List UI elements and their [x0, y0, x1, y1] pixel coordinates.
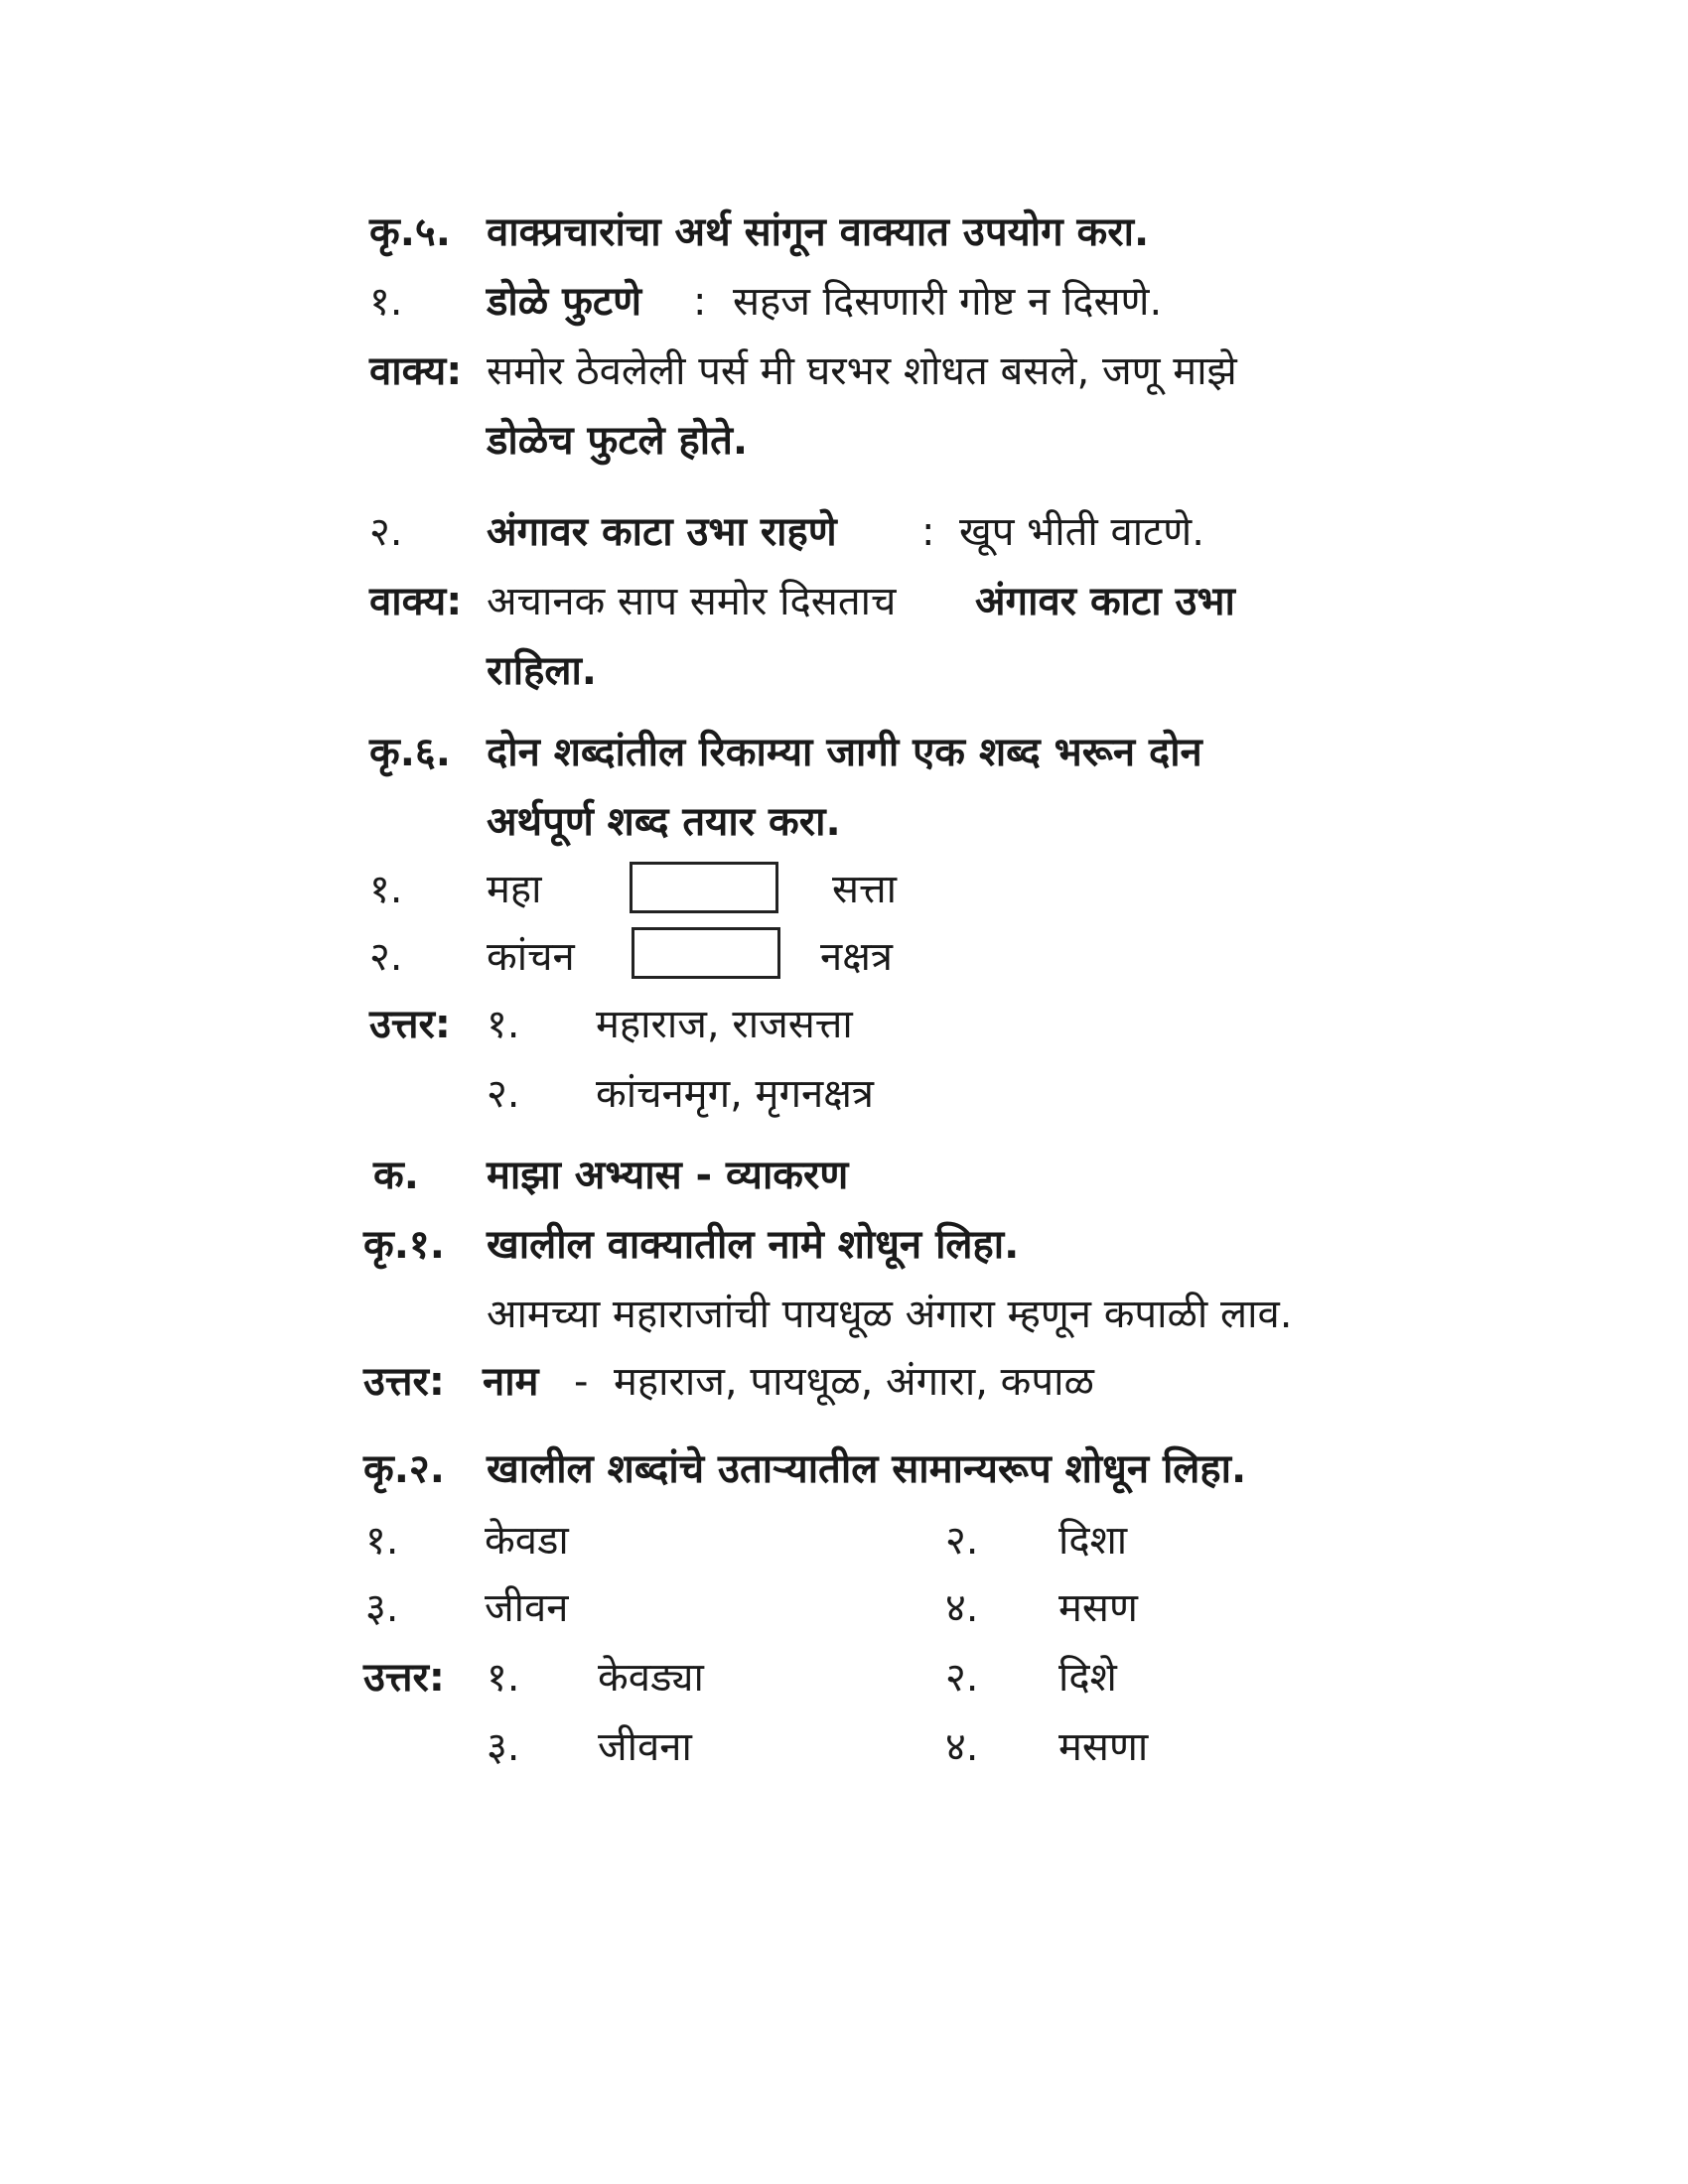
g2-answer3: जीवना	[598, 1724, 692, 1770]
q6-row1-blank-box	[630, 862, 778, 913]
q5-item1-number: १.	[369, 279, 403, 325]
g2-answer2-number: २.	[945, 1655, 979, 1701]
q6-answer2-text: कांचनमृग, मृगनक्षत्र	[596, 1071, 874, 1117]
section-k-label: क.	[373, 1153, 419, 1198]
q6-row1-right: सत्ता	[832, 867, 898, 912]
g2-answer3-number: ३.	[487, 1724, 520, 1770]
g2-word1-number: १.	[365, 1518, 399, 1564]
q6-row1-left: महा	[487, 867, 542, 912]
g2-answer4: मसणा	[1058, 1724, 1149, 1770]
q6-row2-number: २.	[369, 934, 403, 980]
g1-number: कृ.१.	[363, 1222, 445, 1268]
q6-answer1-text: महाराज, राजसत्ता	[596, 1002, 853, 1047]
g1-answer-key: नाम	[483, 1359, 539, 1405]
g1-heading: खालील वाक्यातील नामे शोधून लिहा.	[487, 1222, 1020, 1268]
q5-item2-sentence-bold2: राहिला.	[487, 648, 597, 694]
q6-row2-right: नक्षत्र	[820, 934, 893, 980]
section-k-title: माझा अभ्यास - व्याकरण	[487, 1153, 849, 1198]
g1-answer-label: उत्तर:	[363, 1359, 445, 1405]
q6-row2-blank-box	[632, 927, 780, 979]
q5-item1-meaning: सहज दिसणारी गोष्ट न दिसणे.	[733, 279, 1163, 325]
g2-answer1: केवड्या	[598, 1655, 704, 1701]
g2-answer-label: उत्तर:	[363, 1655, 445, 1701]
q6-answer1-number: १.	[487, 1002, 520, 1047]
g2-word3: जीवन	[485, 1585, 569, 1631]
g2-word2: दिशा	[1058, 1518, 1128, 1564]
q5-item2-sentence-bold: अंगावर काटा उभा	[975, 579, 1235, 624]
g2-answer1-number: १.	[487, 1655, 520, 1701]
q5-item2-number: २.	[369, 509, 403, 555]
q5-item2-sentence: अचानक साप समोर दिसताच	[487, 579, 897, 624]
q5-item1-phrase: डोळे फुटणे	[487, 279, 642, 325]
q6-row2-left: कांचन	[487, 934, 575, 980]
g2-answer4-number: ४.	[945, 1724, 979, 1770]
q6-answer2-number: २.	[487, 1071, 520, 1117]
q5-item1-sentence-bold: डोळेच फुटले होते.	[487, 418, 749, 464]
q5-item1-sentence: समोर ठेवलेली पर्स मी घरभर शोधत बसले, जणू माझे	[487, 348, 1237, 394]
q5-number: कृ.५.	[369, 209, 451, 255]
g2-word2-number: २.	[945, 1518, 979, 1564]
q5-item2-sentence-label: वाक्य:	[369, 579, 463, 624]
g2-word4-number: ४.	[945, 1585, 979, 1631]
q6-heading-line2: अर्थपूर्ण शब्द तयार करा.	[487, 799, 841, 845]
g2-word3-number: ३.	[365, 1585, 399, 1631]
g1-sentence: आमच्या महाराजांची पायधूळ अंगारा म्हणून कपाळी लाव.	[487, 1292, 1293, 1337]
g1-answer-text: महाराज, पायधूळ, अंगारा, कपाळ	[614, 1359, 1094, 1405]
q5-item2-meaning: खूप भीती वाटणे.	[959, 509, 1204, 555]
q6-number: कृ.६.	[369, 730, 451, 775]
q5-item2-phrase: अंगावर काटा उभा राहणे	[487, 509, 837, 555]
q6-answer-label: उत्तर:	[369, 1002, 451, 1047]
g2-number: कृ.२.	[363, 1446, 445, 1492]
g1-answer-dash: -	[574, 1359, 589, 1405]
g2-heading: खालील शब्दांचे उताऱ्यातील सामान्यरूप शोधून लिहा.	[487, 1446, 1247, 1492]
q5-item1-separator: :	[693, 279, 707, 325]
g2-word1: केवडा	[485, 1518, 569, 1564]
g2-answer2: दिशे	[1058, 1655, 1117, 1701]
q6-heading-line1: दोन शब्दांतील रिकाम्या जागी एक शब्द भरून दोन	[487, 730, 1202, 775]
q6-row1-number: १.	[369, 867, 403, 912]
g2-word4: मसण	[1058, 1585, 1138, 1631]
q5-item1-sentence-label: वाक्य:	[369, 348, 463, 394]
q5-heading: वाक्प्रचारांचा अर्थ सांगून वाक्यात उपयोग करा.	[487, 209, 1150, 255]
q5-item2-separator: :	[921, 509, 935, 555]
